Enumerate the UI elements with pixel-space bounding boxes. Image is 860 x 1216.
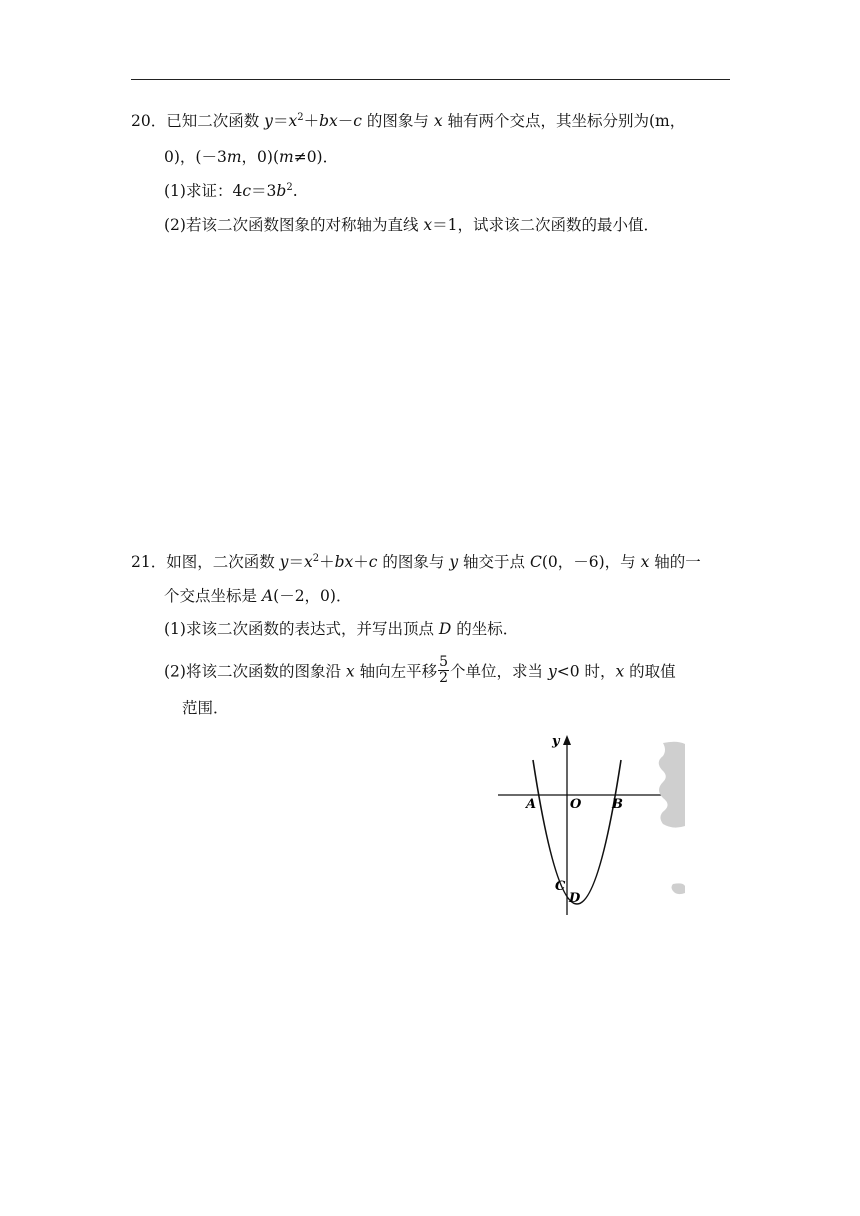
q20-line1: 20．已知二次函数 $y=x^2+bx-c$ 的图象与 x 轴有两个交点，其坐标分别为(m， <box>131 112 686 130</box>
question-number: 20． <box>131 112 167 130</box>
point-o-label: O <box>570 797 582 812</box>
q21-line1: 21．如图，二次函数 $y=x^2+bx+c$ 的图象与 y 轴交于点 C(0，－6)，与 x 轴的一 <box>131 553 701 571</box>
q21-part1: (1)求该二次函数的表达式，并写出顶点 D 的坐标． <box>164 620 519 638</box>
q21-part2: (2)将该二次函数的图象沿 x 轴向左平移 $\frac{5}{2}$ 个单位，求当 y<0 时，x 的取值 <box>164 654 676 686</box>
point-a-label: A <box>526 797 537 812</box>
q20-part2: (2)若该二次函数图象的对称轴为直线 x＝1，试求该二次函数的最小值． <box>164 216 660 234</box>
q20-part1: (1)求证：$4c=3b^2$. <box>164 182 298 200</box>
parabola-curve <box>533 760 621 904</box>
q21-line2: 个交点坐标是 A(－2，0)． <box>164 587 352 605</box>
q20-line2: 0)，(－3m，0)(m≠0)． <box>164 148 339 166</box>
q21-part2-continued: 范围． <box>182 699 229 717</box>
question-number: 21． <box>131 553 167 571</box>
y-axis-label: y <box>552 734 560 749</box>
point-c-label: C <box>555 879 566 894</box>
y-axis-arrow <box>563 735 571 745</box>
header-rule <box>131 79 730 80</box>
parabola-figure <box>495 730 695 920</box>
scan-artifact <box>672 883 686 894</box>
point-b-label: B <box>612 797 623 812</box>
scan-artifact <box>659 742 685 828</box>
point-d-label: D <box>569 891 581 906</box>
fraction-five-halves: $\frac{5}{2}$ <box>439 654 448 686</box>
